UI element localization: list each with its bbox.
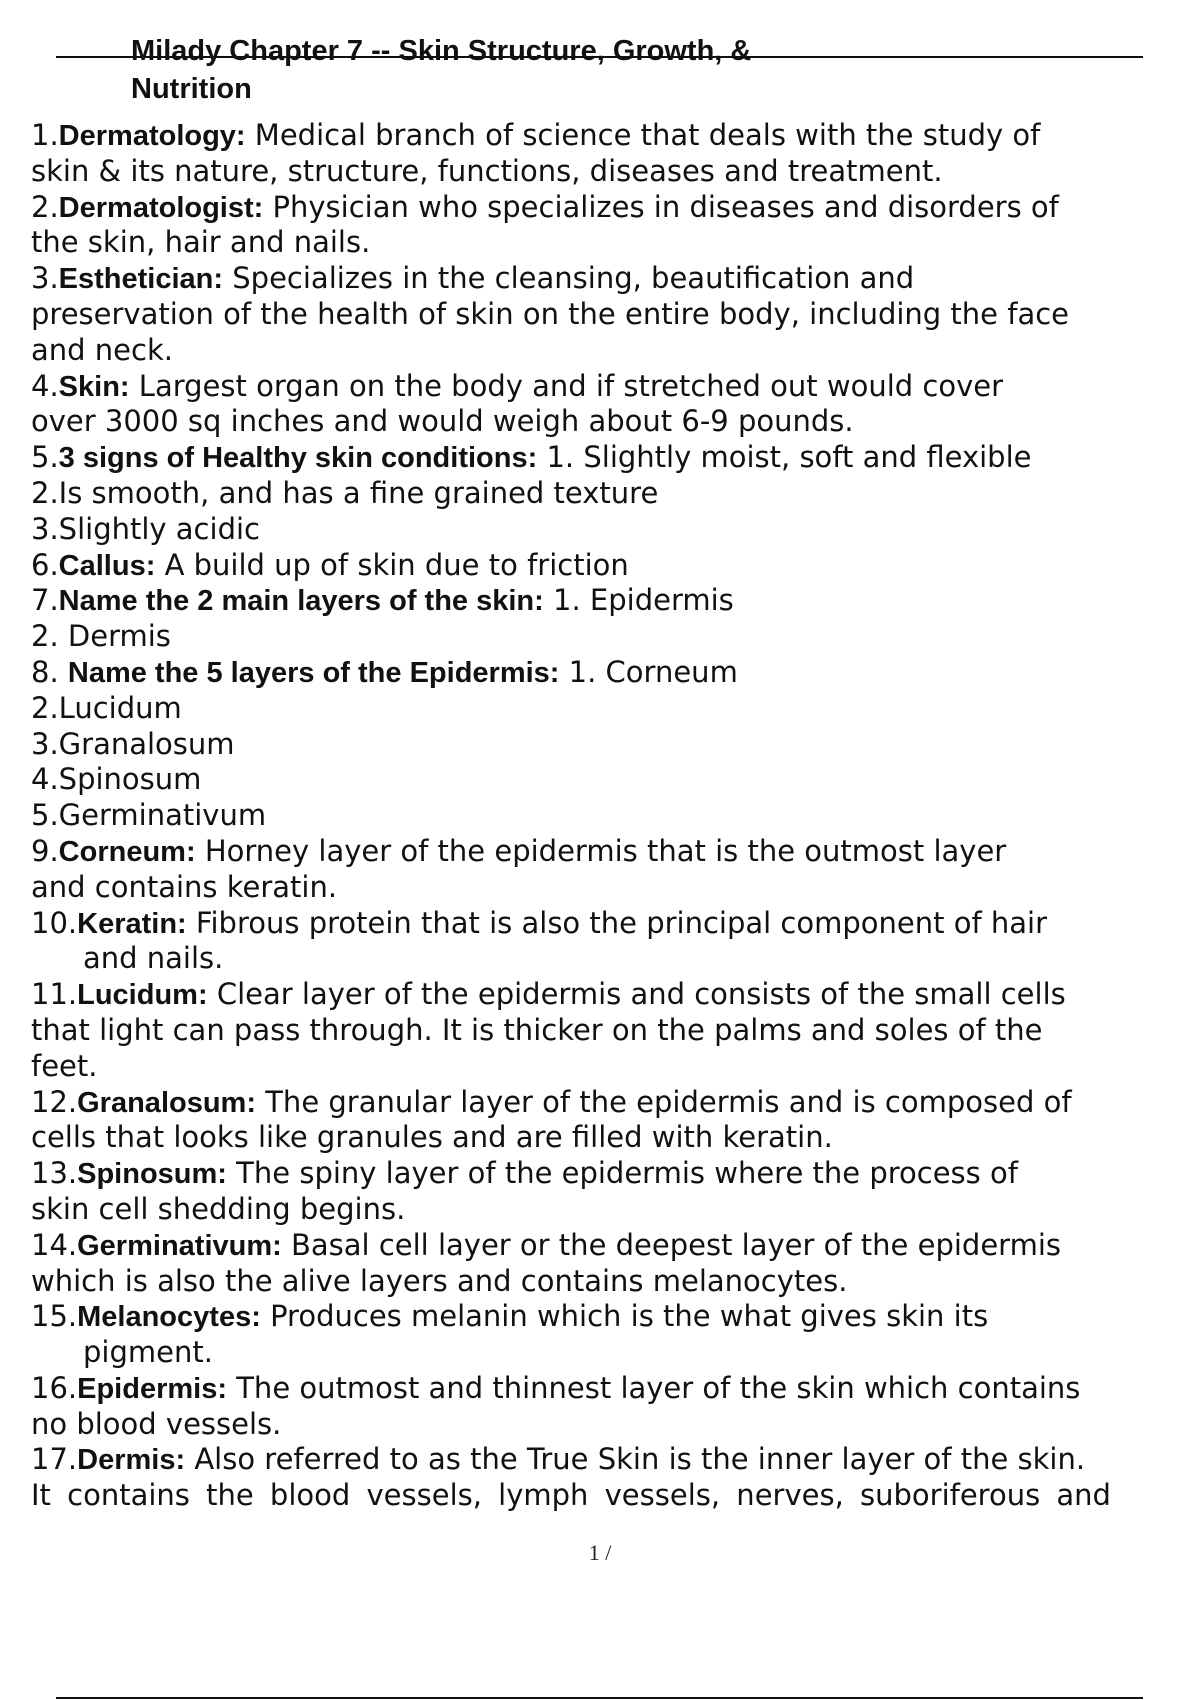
item-number: 10. [31,905,78,940]
note-line [31,1192,1200,1228]
definition-text: no blood vessels. [31,1406,282,1441]
definition-text: Largest organ on the body and if stretched out would cover [129,368,1003,403]
term-label: Granalosum: [77,1086,256,1119]
note-line [31,870,1200,906]
note-line [31,583,1200,619]
definition-text: The outmost and thinnest layer of the skin which contains [227,1370,1081,1405]
definition-text: pigment. [83,1335,213,1370]
definition-text: The granular layer of the epidermis and is composed of [256,1084,1072,1119]
definition-text: Produces melanin which is the what gives skin its [260,1299,989,1334]
study-notes-body [31,118,1200,1514]
item-number: 3. [31,511,59,546]
note-line [31,1299,1200,1335]
item-number: 7. [31,583,59,618]
item-number: 4. [31,762,59,797]
item-number: 8. [31,654,68,689]
footer-rule [56,1697,1143,1699]
definition-text: skin cell shedding begins. [31,1191,406,1226]
note-line [31,297,1200,333]
definition-text: Slightly acidic [58,511,260,546]
term-label: Dermatologist: [58,191,264,224]
note-line [31,655,1200,691]
definition-text: Is smooth, and has a fine grained texture [58,475,659,510]
term-label: Spinosum: [77,1158,227,1191]
item-number: 13. [31,1156,78,1191]
term-label: Keratin: [77,907,187,940]
definition-text: the skin, hair and nails. [31,225,371,260]
term-label: Epidermis: [77,1372,227,1405]
note-line [31,261,1200,297]
title-line-1: Milady Chapter 7 -- Skin Structure, Growth, & [131,35,752,67]
definition-text: Physician who specializes in diseases and disorders of [263,189,1059,224]
note-line [31,906,1200,942]
item-number: 5. [31,440,59,475]
note-line [31,1478,1200,1514]
definition-text: 1. Slightly moist, soft and flexible [537,440,1032,475]
definition-text: 1. Epidermis [543,583,734,618]
note-line [31,118,1200,154]
note-line [31,154,1200,190]
definition-text: feet. [31,1048,98,1083]
note-line [31,977,1200,1013]
note-line [31,333,1200,369]
definition-text: Specializes in the cleansing, beautification and [223,261,915,296]
item-number: 2. [31,475,59,510]
note-line [31,762,1200,798]
note-line [31,512,1200,548]
definition-text: Lucidum [58,690,182,725]
term-label: Corneum: [58,835,196,868]
definition-text: Fibrous protein that is also the principal component of hair [186,905,1048,940]
item-number: 14. [31,1227,78,1262]
item-number: 1. [31,118,59,152]
item-number: 3. [31,726,59,761]
item-number: 9. [31,833,59,868]
term-label: Callus: [58,549,156,582]
term-label: Name the 5 layers of the Epidermis: [67,656,560,689]
note-line [31,369,1200,405]
definition-text: The spiny layer of the epidermis where the process of [226,1156,1018,1191]
item-number: 2. [31,690,59,725]
note-line [31,548,1200,584]
definition-text: Horney layer of the epidermis that is the outmost layer [195,833,1007,868]
term-label: Germinativum: [77,1229,282,1262]
definition-text: and neck. [31,332,173,367]
note-line [31,1156,1200,1192]
item-number: 2. [31,189,59,224]
item-number: 4. [31,368,59,403]
definition-text: preservation of the health of skin on the entire body, including the face [31,296,1070,331]
note-line [31,1442,1200,1478]
definition-text: Granalosum [58,726,235,761]
definition-text: and nails. [83,941,224,976]
item-number: 16. [31,1370,78,1405]
note-line [31,1335,1200,1371]
term-label: 3 signs of Healthy skin conditions: [58,442,538,475]
note-line [31,941,1200,977]
note-line [31,1371,1200,1407]
page-number: 1 / [588,1540,612,1565]
definition-text: A build up of skin due to friction [155,547,629,582]
note-line [31,404,1200,440]
definition-text: skin & its nature, structure, functions, diseases and treatment. [31,153,943,188]
item-number: 2. [31,619,59,654]
definition-text: Medical branch of science that deals with the study of [245,118,1041,152]
title-line-2: Nutrition [131,73,252,105]
note-line [31,1120,1200,1156]
term-label: Dermatology: [58,120,246,152]
term-label: Esthetician: [58,263,224,296]
definition-text: and contains keratin. [31,869,338,904]
note-line [31,834,1200,870]
note-line [31,476,1200,512]
term-label: Skin: [58,370,130,403]
definition-text: Germinativum [58,798,267,833]
definition-text: It contains the blood vessels, lymph vessels, nerves, suboriferous and [31,1478,1111,1513]
definition-text: 1. Corneum [559,654,738,689]
item-number: 6. [31,547,59,582]
term-label: Name the 2 main layers of the skin: [58,585,544,618]
note-line [31,727,1200,763]
note-line [31,190,1200,226]
note-line [31,440,1200,476]
note-line [31,691,1200,727]
note-line [31,1013,1200,1049]
note-line [31,1264,1200,1300]
definition-text: Also referred to as the True Skin is the inner layer of the skin. [185,1442,1086,1477]
note-line [31,619,1200,655]
definition-text: which is also the alive layers and contains melanocytes. [31,1263,848,1298]
definition-text: over 3000 sq inches and would weigh about 6-9 pounds. [31,404,854,439]
note-line [31,798,1200,834]
document-title [131,32,751,108]
note-line [31,1228,1200,1264]
note-line [31,1049,1200,1085]
definition-text: that light can pass through. It is thicker on the palms and soles of the [31,1012,1043,1047]
note-line [31,225,1200,261]
note-line [31,1407,1200,1443]
term-label: Melanocytes: [77,1301,261,1334]
definition-text: Spinosum [58,762,202,797]
term-label: Lucidum: [77,979,208,1012]
note-line [31,1085,1200,1121]
definition-text: Dermis [58,619,171,654]
definition-text: cells that looks like granules and are filled with keratin. [31,1120,833,1155]
item-number: 17. [31,1442,78,1477]
item-number: 11. [31,977,78,1012]
definition-text: Basal cell layer or the deepest layer of the epidermis [281,1227,1062,1262]
item-number: 5. [31,798,59,833]
item-number: 3. [31,261,59,296]
item-number: 15. [31,1299,78,1334]
item-number: 12. [31,1084,78,1119]
term-label: Dermis: [77,1444,186,1477]
definition-text: Clear layer of the epidermis and consists of the small cells [207,977,1066,1012]
